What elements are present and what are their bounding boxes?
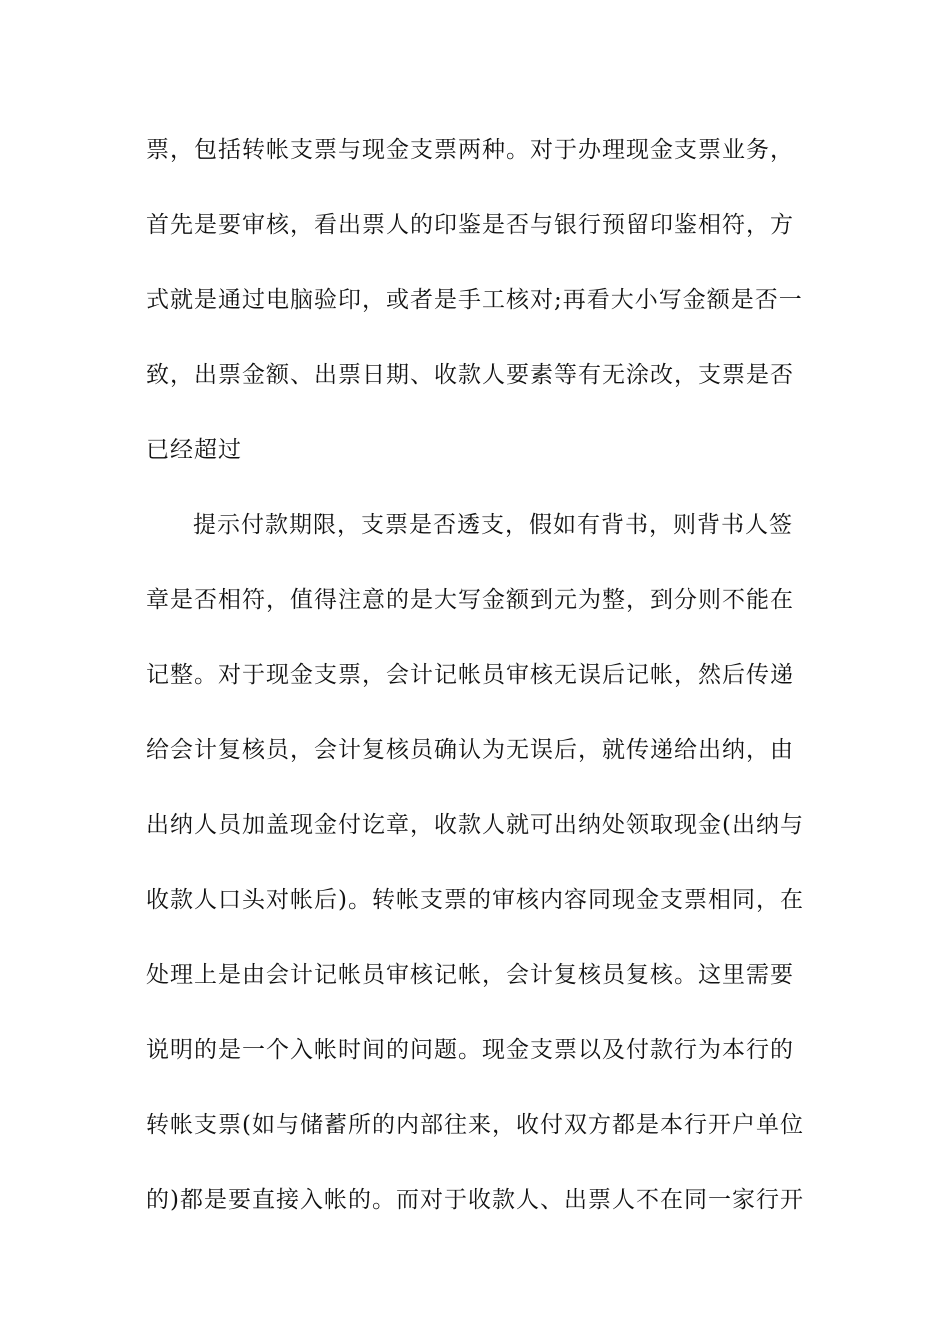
text-line-9: 给会计复核员，会计复核员确认为无误后，就传递给出纳，由 — [146, 737, 794, 763]
paragraph-start-line: 提示付款期限，支票是否透支，假如有背书，则背书人签 — [193, 512, 793, 538]
text-line-13: 说明的是一个入帐时间的问题。现金支票以及付款行为本行的 — [146, 1037, 794, 1063]
text-line-14: 转帐支票(如与储蓄所的内部往来，收付双方都是本行开户单位 — [146, 1112, 804, 1138]
text-line-5: 已经超过 — [146, 437, 242, 463]
text-line-10: 出纳人员加盖现金付讫章，收款人就可出纳处领取现金(出纳与 — [146, 812, 804, 838]
text-line-15: 的)都是要直接入帐的。而对于收款人、出票人不在同一家行开 — [146, 1187, 804, 1213]
text-line-12: 处理上是由会计记帐员审核记帐，会计复核员复核。这里需要 — [146, 962, 794, 988]
text-line-4: 致，出票金额、出票日期、收款人要素等有无涂改，支票是否 — [146, 362, 794, 388]
text-line-8: 记整。对于现金支票，会计记帐员审核无误后记帐，然后传递 — [146, 662, 794, 688]
text-line-11: 收款人口头对帐后)。转帐支票的审核内容同现金支票相同，在 — [146, 887, 804, 913]
text-line-2: 首先是要审核，看出票人的印鉴是否与银行预留印鉴相符，方 — [146, 212, 794, 238]
text-line-1: 票，包括转帐支票与现金支票两种。对于办理现金支票业务， — [146, 137, 794, 163]
text-line-3: 式就是通过电脑验印，或者是手工核对;再看大小写金额是否一 — [146, 287, 803, 313]
text-line-7: 章是否相符，值得注意的是大写金额到元为整，到分则不能在 — [146, 587, 794, 613]
